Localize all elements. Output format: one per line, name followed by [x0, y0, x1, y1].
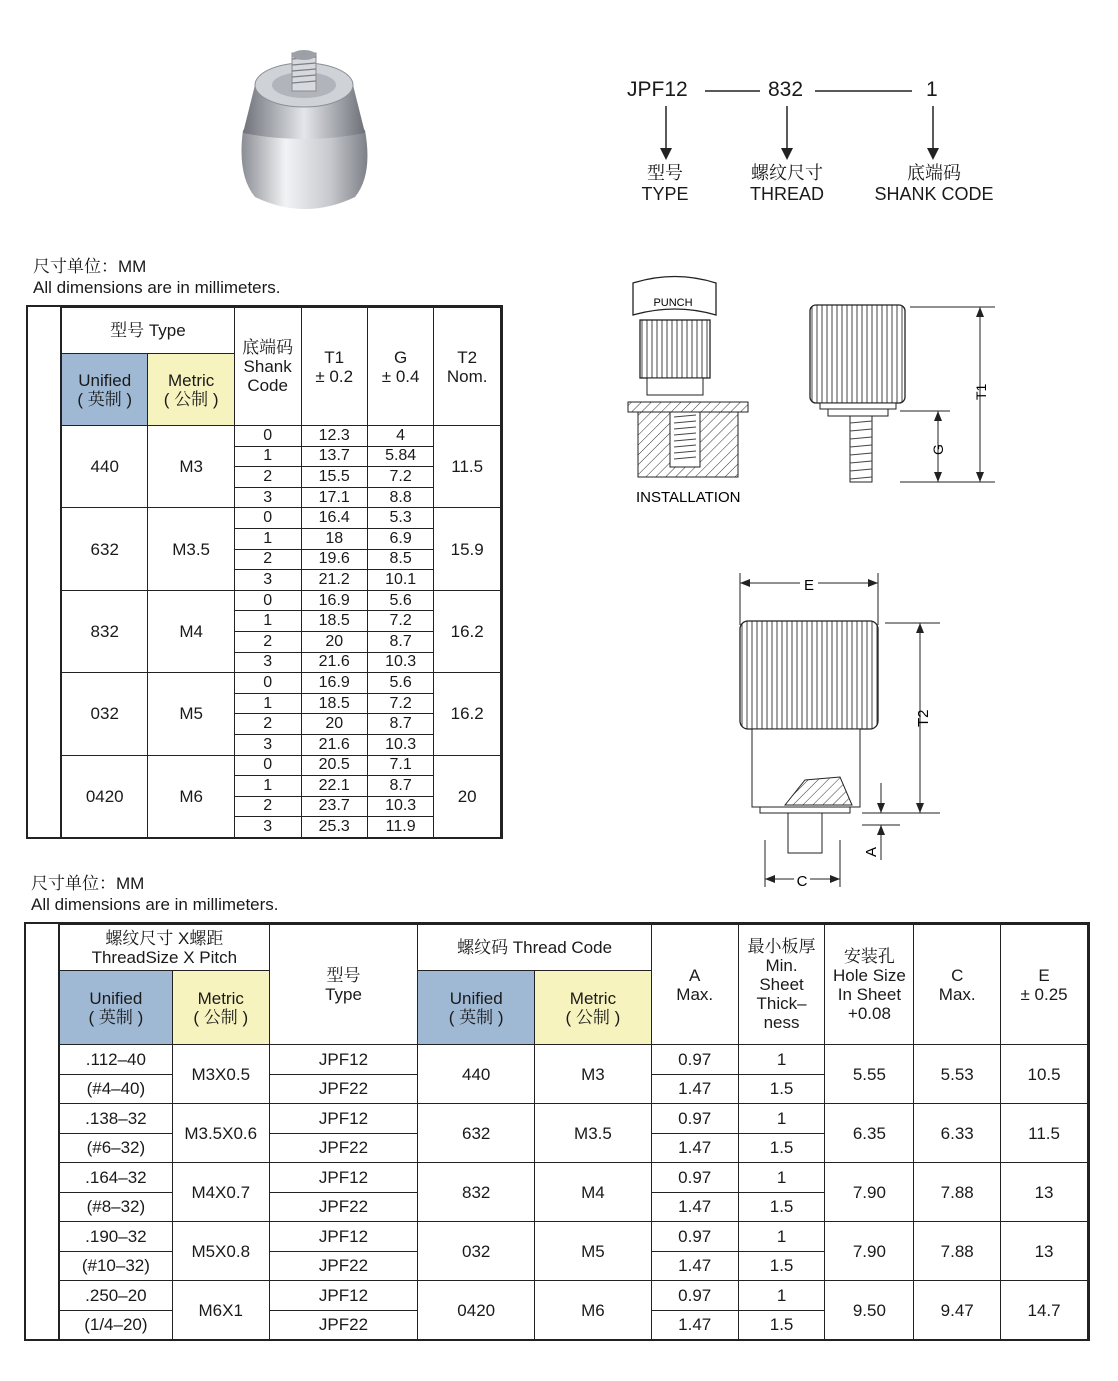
- t1-shank-cell: 2: [234, 631, 301, 652]
- t1-t1-cell: 21.6: [301, 734, 367, 755]
- t1-g-cell: 7.2: [367, 693, 433, 714]
- t1-g-cell: 8.5: [367, 549, 433, 570]
- t2-tc-metric-cell: M3.5: [535, 1104, 652, 1163]
- t2-a-cell: 1.47: [651, 1251, 738, 1281]
- t1-shank-cell: 3: [234, 817, 301, 838]
- t1-metric-cell: M3.5: [148, 508, 234, 590]
- t1-g-cell: 8.7: [367, 714, 433, 735]
- t1-unified-cell: 440: [62, 426, 148, 508]
- t2-type-cell: JPF22: [269, 1251, 418, 1281]
- t2-e-cell: 11.5: [1001, 1104, 1088, 1163]
- t2-unified-cell: .138–32: [60, 1104, 173, 1134]
- t1-t1-cell: 18.5: [301, 693, 367, 714]
- thread-code: 832: [768, 78, 804, 101]
- t2-a-header: A Max.: [651, 925, 738, 1045]
- t2-tc-metric-cell: M6: [535, 1281, 652, 1340]
- t2-unified-cell: (#8–32): [60, 1192, 173, 1222]
- t1-t1-cell: 23.7: [301, 796, 367, 817]
- t2-a-cell: 0.97: [651, 1104, 738, 1134]
- t1-g-cell: 4: [367, 426, 433, 447]
- t1-t1-cell: 18.5: [301, 611, 367, 632]
- t1-shank-cell: 2: [234, 796, 301, 817]
- t2-type-cell: JPF12: [269, 1281, 418, 1311]
- t2-min-sheet-cell: 1: [738, 1222, 825, 1252]
- t1-shank-cell: 1: [234, 446, 301, 467]
- t2-unified-cell: (#6–32): [60, 1133, 173, 1163]
- t1-shank-cell: 0: [234, 590, 301, 611]
- t1-shank-cell: 2: [234, 714, 301, 735]
- t1-unified-header: Unified ( 英制 ): [62, 354, 148, 426]
- t2-min-sheet-cell: 1.5: [738, 1251, 825, 1281]
- t2-e-cell: 13: [1001, 1163, 1088, 1222]
- t2-a-cell: 1.47: [651, 1192, 738, 1222]
- t2-hole-size-cell: 7.90: [825, 1163, 914, 1222]
- t1-t1-cell: 16.9: [301, 590, 367, 611]
- t2-hole-size-cell: 5.55: [825, 1045, 914, 1104]
- t1-g-cell: 5.3: [367, 508, 433, 529]
- t2-e-cell: 10.5: [1001, 1045, 1088, 1104]
- t1-unified-cell: 632: [62, 508, 148, 590]
- t2-min-sheet-header: 最小板厚 Min. Sheet Thick– ness: [738, 925, 825, 1045]
- t1-shank-cell: 2: [234, 549, 301, 570]
- installation-label: INSTALLATION: [636, 489, 741, 506]
- units-note-2: 尺寸单位：MM All dimensions are in millimeters.: [31, 874, 279, 914]
- punch-label: PUNCH: [653, 297, 693, 309]
- t1-metric-cell: M4: [148, 590, 234, 672]
- t2-tc-metric-cell: M3: [535, 1045, 652, 1104]
- t1-t2-cell: 16.2: [434, 590, 501, 672]
- t2-tc-unified-cell: 832: [418, 1163, 535, 1222]
- t1-shank-cell: 3: [234, 487, 301, 508]
- t2-unified-cell: (1/4–20): [60, 1310, 173, 1340]
- t2-metric-cell: M3.5X0.6: [172, 1104, 269, 1163]
- t2-min-sheet-cell: 1: [738, 1281, 825, 1311]
- t2-hole-size-cell: 9.50: [825, 1281, 914, 1340]
- front-view-e-t2: [740, 573, 940, 890]
- t2-a-cell: 0.97: [651, 1045, 738, 1075]
- t1-metric-cell: M3: [148, 426, 234, 508]
- t2-metric-cell: M6X1: [172, 1281, 269, 1340]
- t1-g-cell: 8.7: [367, 631, 433, 652]
- dim-t1: T1: [973, 383, 989, 400]
- t1-shank-cell: 1: [234, 693, 301, 714]
- t1-g-cell: 10.3: [367, 796, 433, 817]
- t1-t1-cell: 16.4: [301, 508, 367, 529]
- t1-metric-cell: M5: [148, 673, 234, 755]
- table1-frame: [60, 305, 503, 839]
- t1-g-cell: 8.8: [367, 487, 433, 508]
- t2-min-sheet-cell: 1.5: [738, 1074, 825, 1104]
- t2-thread-size-header: 螺纹尺寸 X螺距 ThreadSize X Pitch: [60, 925, 270, 971]
- engineering-drawing: [600, 265, 1020, 895]
- t1-g-cell: 7.1: [367, 755, 433, 776]
- dim-a: A: [863, 846, 880, 857]
- t2-a-cell: 1.47: [651, 1133, 738, 1163]
- t2-hole-size-cell: 7.90: [825, 1222, 914, 1281]
- thread-label: 螺纹尺寸 THREAD: [749, 163, 824, 204]
- t1-t2-cell: 20: [434, 755, 501, 837]
- t1-t2-cell: 11.5: [434, 426, 501, 508]
- t2-min-sheet-cell: 1.5: [738, 1133, 825, 1163]
- installation-view: [628, 277, 748, 507]
- t1-g-cell: 5.6: [367, 590, 433, 611]
- t1-t1-cell: 19.6: [301, 549, 367, 570]
- t2-metric-cell: M3X0.5: [172, 1045, 269, 1104]
- dim-e: E: [803, 577, 815, 594]
- t1-shank-cell: 3: [234, 652, 301, 673]
- dim-t2: T2: [915, 709, 932, 727]
- t1-g-cell: 5.6: [367, 673, 433, 694]
- t1-shank-cell: 1: [234, 528, 301, 549]
- t2-unified-cell: (#10–32): [60, 1251, 173, 1281]
- t2-a-cell: 0.97: [651, 1222, 738, 1252]
- t1-shank-cell: 1: [234, 776, 301, 797]
- t1-t1-cell: 20.5: [301, 755, 367, 776]
- t1-t1-cell: 12.3: [301, 426, 367, 447]
- t1-t1-cell: 20: [301, 631, 367, 652]
- t2-e-cell: 13: [1001, 1222, 1088, 1281]
- t2-type-cell: JPF12: [269, 1163, 418, 1193]
- part-number-scheme: [600, 70, 1040, 220]
- table2-stub: [24, 922, 60, 1341]
- t2-a-cell: 1.47: [651, 1310, 738, 1340]
- t1-g-cell: 10.1: [367, 570, 433, 591]
- t1-t1-header: T1 ± 0.2: [301, 308, 367, 426]
- t2-unified-cell: .112–40: [60, 1045, 173, 1075]
- t2-type-cell: JPF22: [269, 1192, 418, 1222]
- table1-stub: [26, 305, 62, 839]
- t2-metric-cell: M5X0.8: [172, 1222, 269, 1281]
- t1-unified-cell: 832: [62, 590, 148, 672]
- t1-t2-cell: 16.2: [434, 673, 501, 755]
- t1-t1-cell: 17.1: [301, 487, 367, 508]
- dim-g: G: [930, 444, 946, 455]
- t1-shank-header: 底端码 Shank Code: [234, 308, 301, 426]
- t2-a-cell: 0.97: [651, 1163, 738, 1193]
- type-label: 型号 TYPE: [641, 163, 689, 204]
- t2-unified-cell: .164–32: [60, 1163, 173, 1193]
- t1-t1-cell: 20: [301, 714, 367, 735]
- t2-min-sheet-cell: 1.5: [738, 1310, 825, 1340]
- t1-t2-header: T2 Nom.: [434, 308, 501, 426]
- t2-type-cell: JPF22: [269, 1074, 418, 1104]
- t2-unified-cell: .190–32: [60, 1222, 173, 1252]
- t1-t1-cell: 18: [301, 528, 367, 549]
- t1-shank-cell: 0: [234, 426, 301, 447]
- t2-min-sheet-cell: 1: [738, 1163, 825, 1193]
- t1-g-cell: 5.84: [367, 446, 433, 467]
- product-photo: [215, 25, 395, 215]
- t2-tc-unified-cell: 440: [418, 1045, 535, 1104]
- t1-type-header: 型号 Type: [62, 308, 235, 354]
- units-note-1: 尺寸单位：MM All dimensions are in millimeters.: [33, 257, 281, 297]
- t2-type-cell: JPF22: [269, 1133, 418, 1163]
- t2-type-cell: JPF12: [269, 1045, 418, 1075]
- t1-t2-cell: 15.9: [434, 508, 501, 590]
- t2-hole-size-header: 安装孔 Hole Size In Sheet +0.08: [825, 925, 914, 1045]
- t2-tc-unified-cell: 0420: [418, 1281, 535, 1340]
- t2-metric-header: Metric ( 公制 ): [172, 971, 269, 1045]
- t1-shank-cell: 3: [234, 570, 301, 591]
- t2-c-cell: 5.53: [914, 1045, 1001, 1104]
- t2-thread-code-header: 螺纹码 Thread Code: [418, 925, 652, 971]
- t2-e-cell: 14.7: [1001, 1281, 1088, 1340]
- t2-tc-metric-header: Metric ( 公制 ): [535, 971, 652, 1045]
- t1-g-cell: 6.9: [367, 528, 433, 549]
- t2-min-sheet-cell: 1.5: [738, 1192, 825, 1222]
- t1-unified-cell: 032: [62, 673, 148, 755]
- t1-t1-cell: 16.9: [301, 673, 367, 694]
- t1-shank-cell: 3: [234, 734, 301, 755]
- t2-tc-unified-cell: 632: [418, 1104, 535, 1163]
- t1-g-cell: 8.7: [367, 776, 433, 797]
- side-view-t1-g: [810, 305, 995, 482]
- t2-type-cell: JPF12: [269, 1222, 418, 1252]
- t1-metric-header: Metric ( 公制 ): [148, 354, 234, 426]
- t2-tc-unified-cell: 032: [418, 1222, 535, 1281]
- t2-unified-cell: .250–20: [60, 1281, 173, 1311]
- t1-shank-cell: 0: [234, 673, 301, 694]
- t2-c-cell: 9.47: [914, 1281, 1001, 1340]
- t1-metric-cell: M6: [148, 755, 234, 837]
- t1-g-cell: 7.2: [367, 611, 433, 632]
- t1-shank-cell: 0: [234, 508, 301, 529]
- t2-e-header: E ± 0.25: [1001, 925, 1088, 1045]
- t1-t1-cell: 21.6: [301, 652, 367, 673]
- table2-frame: [58, 922, 1090, 1341]
- t2-c-cell: 7.88: [914, 1222, 1001, 1281]
- t1-g-cell: 10.3: [367, 652, 433, 673]
- t2-hole-size-cell: 6.35: [825, 1104, 914, 1163]
- t2-c-header: C Max.: [914, 925, 1001, 1045]
- t1-t1-cell: 13.7: [301, 446, 367, 467]
- t2-a-cell: 1.47: [651, 1074, 738, 1104]
- t2-type-cell: JPF12: [269, 1104, 418, 1134]
- t1-g-cell: 11.9: [367, 817, 433, 838]
- t1-shank-cell: 1: [234, 611, 301, 632]
- t1-g-cell: 10.3: [367, 734, 433, 755]
- t2-min-sheet-cell: 1: [738, 1104, 825, 1134]
- t1-shank-cell: 0: [234, 755, 301, 776]
- t2-c-cell: 6.33: [914, 1104, 1001, 1163]
- dim-c: C: [796, 873, 808, 890]
- t2-metric-cell: M4X0.7: [172, 1163, 269, 1222]
- t1-g-header: G ± 0.4: [367, 308, 433, 426]
- t2-unified-header: Unified ( 英制 ): [60, 971, 173, 1045]
- shank-code-label: 底端码 SHANK CODE: [874, 163, 994, 204]
- t2-tc-metric-cell: M4: [535, 1163, 652, 1222]
- t2-tc-metric-cell: M5: [535, 1222, 652, 1281]
- scheme-arrows: [600, 70, 1040, 165]
- shank-code: 1: [926, 78, 938, 101]
- t1-shank-cell: 2: [234, 467, 301, 488]
- t1-t1-cell: 22.1: [301, 776, 367, 797]
- t1-t1-cell: 15.5: [301, 467, 367, 488]
- t2-type-cell: JPF22: [269, 1310, 418, 1340]
- t2-unified-cell: (#4–40): [60, 1074, 173, 1104]
- t1-t1-cell: 21.2: [301, 570, 367, 591]
- t2-min-sheet-cell: 1: [738, 1045, 825, 1075]
- t2-type-header: 型号 Type: [269, 925, 418, 1045]
- t1-g-cell: 7.2: [367, 467, 433, 488]
- type-code: JPF12: [627, 78, 688, 101]
- t2-tc-unified-header: Unified ( 英制 ): [418, 971, 535, 1045]
- t1-unified-cell: 0420: [62, 755, 148, 837]
- t2-c-cell: 7.88: [914, 1163, 1001, 1222]
- t1-t1-cell: 25.3: [301, 817, 367, 838]
- t2-a-cell: 0.97: [651, 1281, 738, 1311]
